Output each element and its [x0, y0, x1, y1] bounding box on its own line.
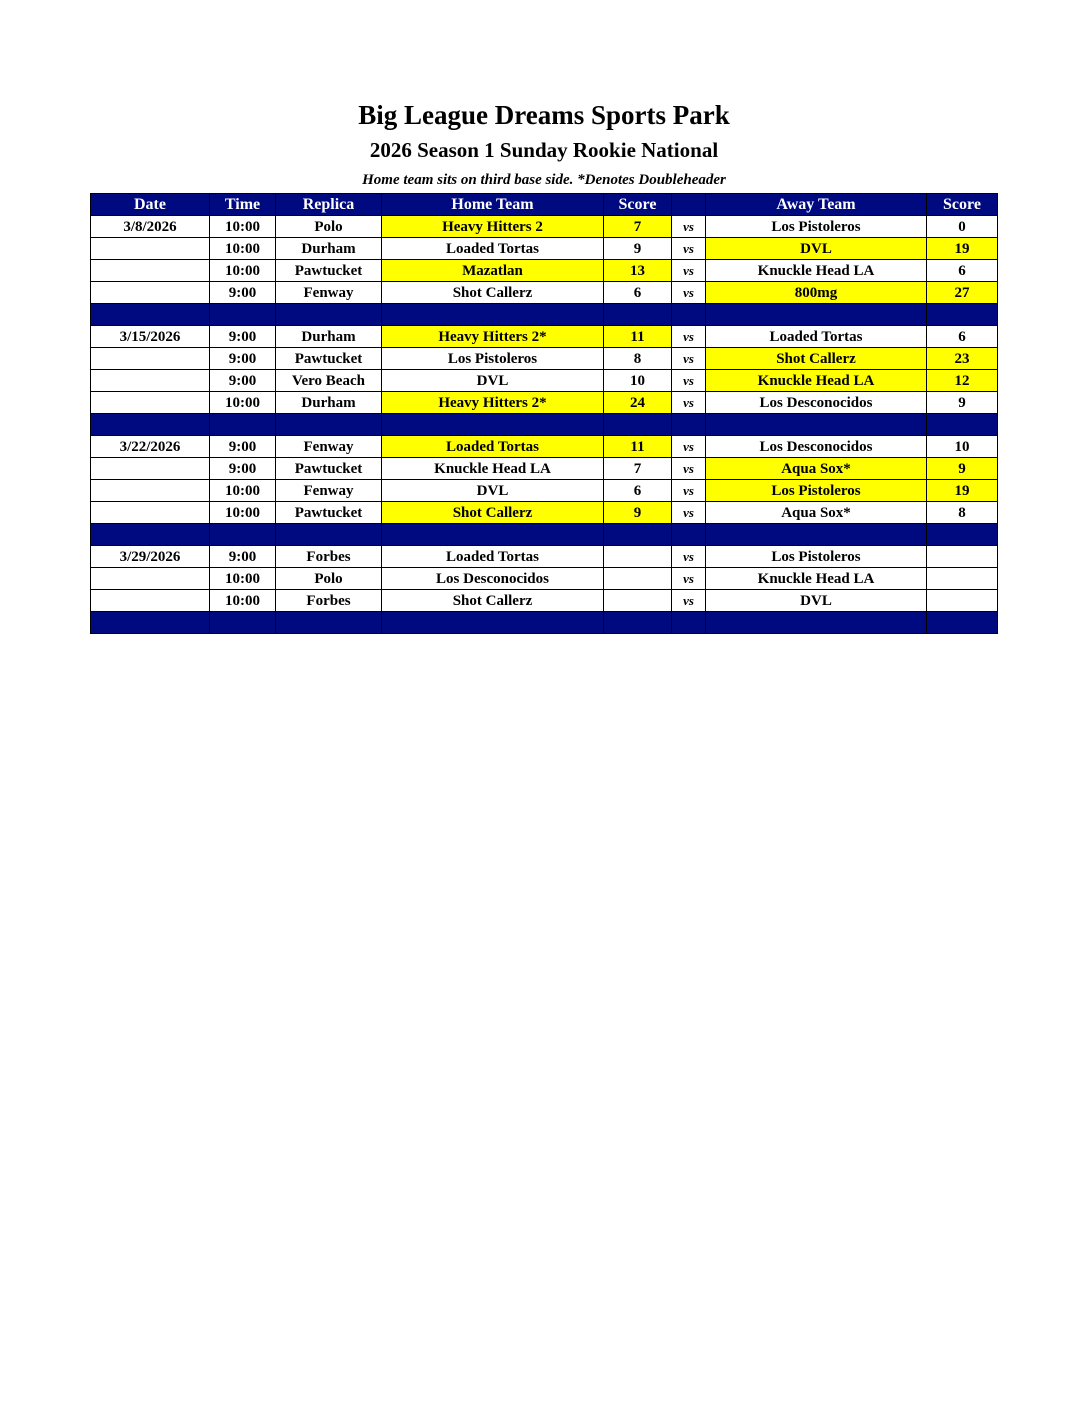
vs-label: vs — [672, 282, 706, 304]
vs-label: vs — [672, 370, 706, 392]
game-date — [91, 392, 210, 414]
game-field: Pawtucket — [276, 502, 382, 524]
separator-cell — [706, 612, 927, 634]
home-score: 10 — [604, 370, 672, 392]
away-team: 800mg — [706, 282, 927, 304]
game-field: Fenway — [276, 480, 382, 502]
home-score — [604, 568, 672, 590]
game-field: Fenway — [276, 282, 382, 304]
vs-label: vs — [672, 348, 706, 370]
home-team: DVL — [382, 480, 604, 502]
away-team: Knuckle Head LA — [706, 370, 927, 392]
game-date — [91, 590, 210, 612]
separator-cell — [210, 524, 276, 546]
separator-cell — [927, 612, 998, 634]
separator-cell — [706, 524, 927, 546]
away-score — [927, 568, 998, 590]
game-date — [91, 458, 210, 480]
col-header-replica: Replica — [276, 194, 382, 216]
game-row — [91, 216, 998, 238]
away-score — [927, 546, 998, 568]
separator-cell — [927, 414, 998, 436]
schedule-body — [91, 216, 998, 634]
game-time: 9:00 — [210, 326, 276, 348]
game-time: 9:00 — [210, 546, 276, 568]
game-row — [91, 392, 998, 414]
separator-cell — [672, 524, 706, 546]
week-separator-row — [91, 304, 998, 326]
game-time: 9:00 — [210, 282, 276, 304]
home-team: Los Pistoleros — [382, 348, 604, 370]
game-row — [91, 568, 998, 590]
home-team: Loaded Tortas — [382, 238, 604, 260]
separator-cell — [706, 414, 927, 436]
game-time: 9:00 — [210, 348, 276, 370]
separator-cell — [604, 414, 672, 436]
vs-label: vs — [672, 546, 706, 568]
game-field: Durham — [276, 326, 382, 348]
game-date — [91, 370, 210, 392]
away-team: Aqua Sox* — [706, 502, 927, 524]
home-score: 6 — [604, 282, 672, 304]
col-header-vs — [672, 194, 706, 216]
home-score: 8 — [604, 348, 672, 370]
game-field: Forbes — [276, 590, 382, 612]
game-date: 3/15/2026 — [91, 326, 210, 348]
away-score: 8 — [927, 502, 998, 524]
away-score: 10 — [927, 436, 998, 458]
separator-cell — [927, 304, 998, 326]
home-team: Mazatlan — [382, 260, 604, 282]
vs-label: vs — [672, 502, 706, 524]
vs-label: vs — [672, 238, 706, 260]
game-row — [91, 502, 998, 524]
home-score: 11 — [604, 326, 672, 348]
game-field: Fenway — [276, 436, 382, 458]
separator-cell — [672, 304, 706, 326]
home-score: 9 — [604, 238, 672, 260]
game-field: Vero Beach — [276, 370, 382, 392]
game-time: 10:00 — [210, 502, 276, 524]
away-team: Aqua Sox* — [706, 458, 927, 480]
separator-cell — [276, 304, 382, 326]
home-score: 7 — [604, 458, 672, 480]
separator-cell — [210, 304, 276, 326]
game-date: 3/22/2026 — [91, 436, 210, 458]
away-team: DVL — [706, 238, 927, 260]
vs-label: vs — [672, 590, 706, 612]
home-score — [604, 546, 672, 568]
away-score: 6 — [927, 326, 998, 348]
game-field: Polo — [276, 568, 382, 590]
home-team: Knuckle Head LA — [382, 458, 604, 480]
vs-label: vs — [672, 436, 706, 458]
game-field: Durham — [276, 238, 382, 260]
game-date — [91, 502, 210, 524]
game-time: 9:00 — [210, 436, 276, 458]
home-team: Los Desconocidos — [382, 568, 604, 590]
away-score: 6 — [927, 260, 998, 282]
separator-cell — [927, 524, 998, 546]
game-row — [91, 480, 998, 502]
vs-label: vs — [672, 458, 706, 480]
away-score — [927, 590, 998, 612]
vs-label: vs — [672, 392, 706, 414]
game-date: 3/8/2026 — [91, 216, 210, 238]
away-score: 27 — [927, 282, 998, 304]
game-date: 3/29/2026 — [91, 546, 210, 568]
home-team: Heavy Hitters 2* — [382, 326, 604, 348]
separator-cell — [382, 524, 604, 546]
separator-cell — [672, 612, 706, 634]
schedule-note: Home team sits on third base side. *Denotes Doubleheader — [362, 172, 726, 188]
game-row — [91, 260, 998, 282]
game-date — [91, 568, 210, 590]
separator-cell — [604, 612, 672, 634]
separator-cell — [604, 524, 672, 546]
home-score: 7 — [604, 216, 672, 238]
away-score: 0 — [927, 216, 998, 238]
header-row — [91, 194, 998, 216]
col-header-date: Date — [91, 194, 210, 216]
away-team: Los Desconocidos — [706, 436, 927, 458]
home-team: Shot Callerz — [382, 502, 604, 524]
page-title: Big League Dreams Sports Park — [358, 100, 730, 130]
home-score: 11 — [604, 436, 672, 458]
away-score: 9 — [927, 458, 998, 480]
home-team: Heavy Hitters 2* — [382, 392, 604, 414]
separator-cell — [382, 414, 604, 436]
game-time: 10:00 — [210, 480, 276, 502]
separator-cell — [382, 612, 604, 634]
vs-label: vs — [672, 480, 706, 502]
home-team: Loaded Tortas — [382, 436, 604, 458]
home-score: 13 — [604, 260, 672, 282]
separator-cell — [276, 524, 382, 546]
game-time: 10:00 — [210, 590, 276, 612]
away-team: Shot Callerz — [706, 348, 927, 370]
away-score: 9 — [927, 392, 998, 414]
game-date — [91, 282, 210, 304]
col-header-away-score: Score — [927, 194, 998, 216]
separator-cell — [382, 304, 604, 326]
game-field: Polo — [276, 216, 382, 238]
page-subtitle: 2026 Season 1 Sunday Rookie National — [369, 138, 719, 162]
separator-cell — [706, 304, 927, 326]
separator-cell — [672, 414, 706, 436]
home-score: 6 — [604, 480, 672, 502]
game-field: Pawtucket — [276, 260, 382, 282]
vs-label: vs — [672, 216, 706, 238]
away-team: Knuckle Head LA — [706, 260, 927, 282]
separator-cell — [604, 304, 672, 326]
week-separator-row — [91, 414, 998, 436]
game-row — [91, 590, 998, 612]
game-field: Pawtucket — [276, 348, 382, 370]
separator-cell — [91, 414, 210, 436]
away-team: Loaded Tortas — [706, 326, 927, 348]
away-team: DVL — [706, 590, 927, 612]
away-team: Los Pistoleros — [706, 216, 927, 238]
home-team: Heavy Hitters 2 — [382, 216, 604, 238]
vs-label: vs — [672, 568, 706, 590]
game-row — [91, 546, 998, 568]
schedule-table — [90, 193, 998, 634]
game-date — [91, 260, 210, 282]
game-time: 10:00 — [210, 392, 276, 414]
week-separator-row — [91, 612, 998, 634]
away-team: Los Pistoleros — [706, 480, 927, 502]
game-row — [91, 458, 998, 480]
game-time: 9:00 — [210, 458, 276, 480]
away-team: Knuckle Head LA — [706, 568, 927, 590]
separator-cell — [276, 612, 382, 634]
game-row — [91, 436, 998, 458]
game-field: Pawtucket — [276, 458, 382, 480]
game-row — [91, 282, 998, 304]
game-date — [91, 238, 210, 260]
away-score: 12 — [927, 370, 998, 392]
col-header-away-team: Away Team — [706, 194, 927, 216]
away-team: Los Pistoleros — [706, 546, 927, 568]
game-time: 10:00 — [210, 216, 276, 238]
home-team: DVL — [382, 370, 604, 392]
game-date — [91, 480, 210, 502]
separator-cell — [276, 414, 382, 436]
home-score: 9 — [604, 502, 672, 524]
separator-cell — [91, 304, 210, 326]
away-team: Los Desconocidos — [706, 392, 927, 414]
away-score: 19 — [927, 238, 998, 260]
game-date — [91, 348, 210, 370]
home-team: Shot Callerz — [382, 590, 604, 612]
separator-cell — [91, 524, 210, 546]
col-header-time: Time — [210, 194, 276, 216]
separator-cell — [210, 612, 276, 634]
game-time: 10:00 — [210, 568, 276, 590]
game-field: Forbes — [276, 546, 382, 568]
vs-label: vs — [672, 260, 706, 282]
col-header-home-score: Score — [604, 194, 672, 216]
game-time: 10:00 — [210, 260, 276, 282]
separator-cell — [91, 612, 210, 634]
game-row — [91, 326, 998, 348]
away-score: 23 — [927, 348, 998, 370]
separator-cell — [210, 414, 276, 436]
home-team: Shot Callerz — [382, 282, 604, 304]
away-score: 19 — [927, 480, 998, 502]
home-score: 24 — [604, 392, 672, 414]
game-time: 9:00 — [210, 370, 276, 392]
home-score — [604, 590, 672, 612]
vs-label: vs — [672, 326, 706, 348]
game-row — [91, 370, 998, 392]
game-field: Durham — [276, 392, 382, 414]
week-separator-row — [91, 524, 998, 546]
col-header-home-team: Home Team — [382, 194, 604, 216]
game-row — [91, 348, 998, 370]
home-team: Loaded Tortas — [382, 546, 604, 568]
game-time: 10:00 — [210, 238, 276, 260]
game-row — [91, 238, 998, 260]
